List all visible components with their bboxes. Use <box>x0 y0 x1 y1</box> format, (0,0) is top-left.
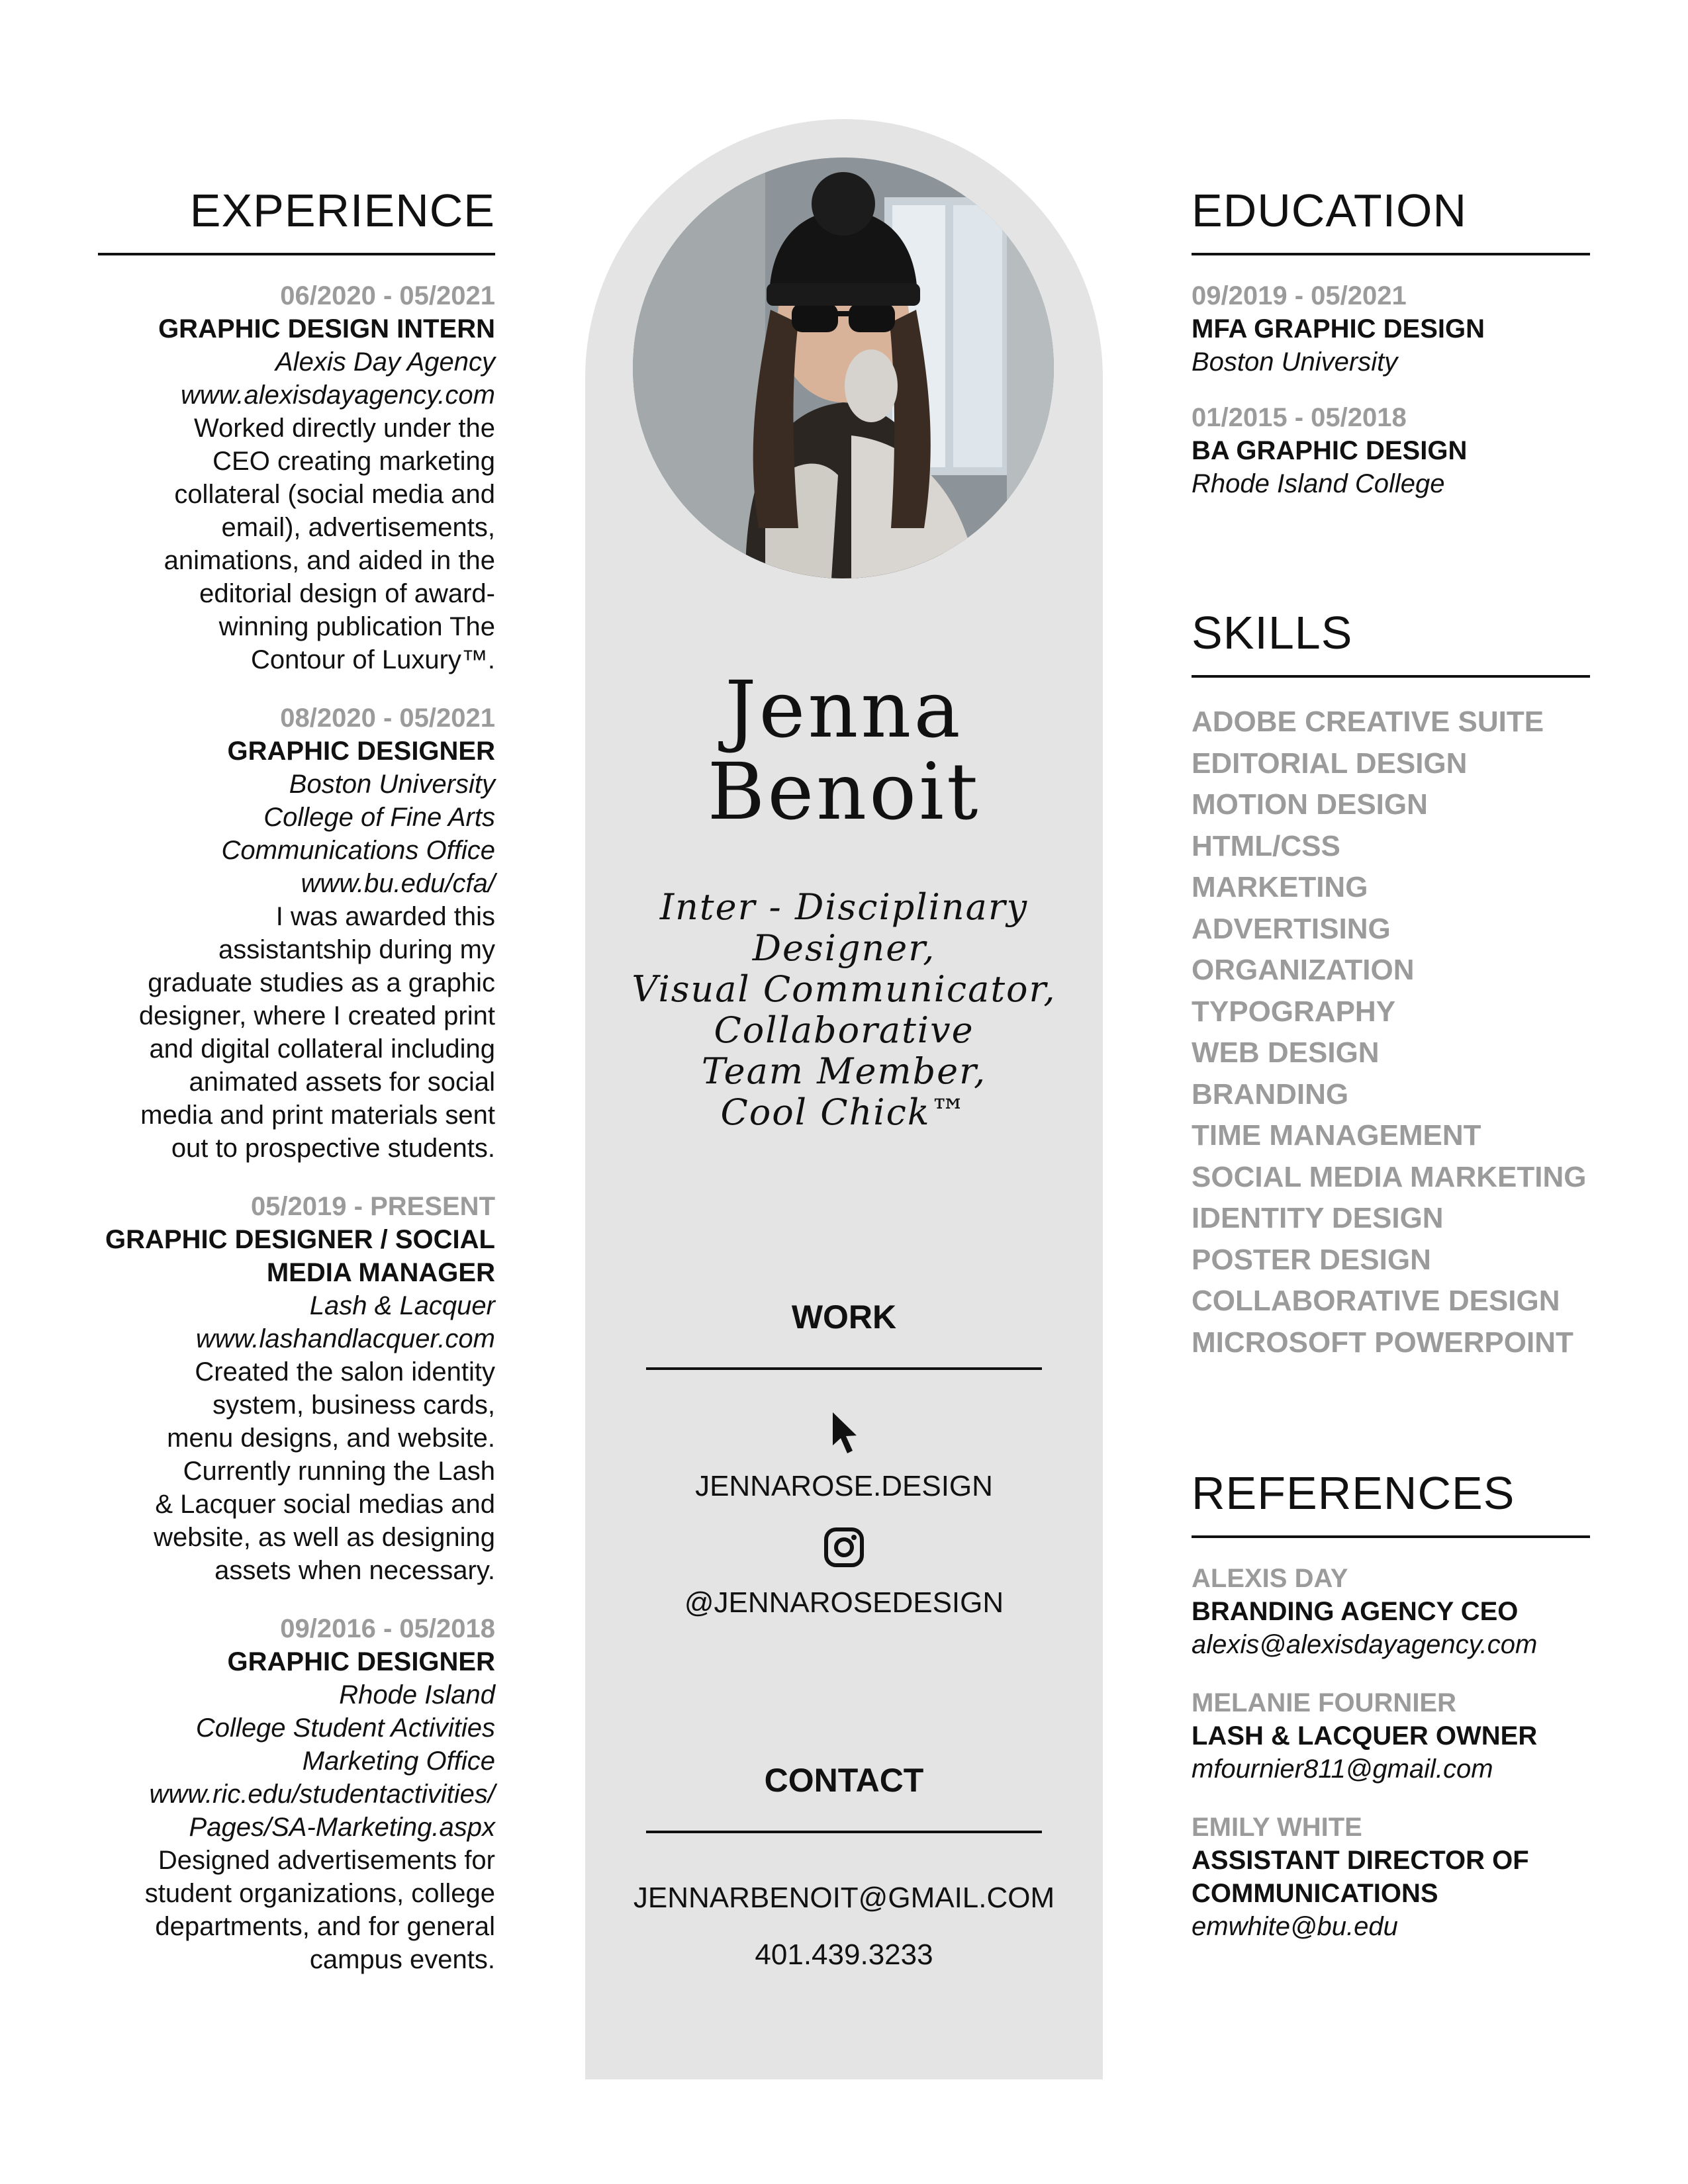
experience-org-line: College of Fine Arts <box>263 803 495 832</box>
experience-desc-line: email), advertisements, <box>221 513 495 542</box>
reference-title: COMMUNICATIONS <box>1192 1879 1438 1908</box>
experience-desc-line: media and print materials sent <box>140 1101 495 1130</box>
experience-divider <box>98 253 495 255</box>
experience-role: GRAPHIC DESIGNER <box>227 1647 495 1676</box>
experience-desc-line: menu designs, and website. <box>167 1424 495 1453</box>
experience-desc-line: animations, and aided in the <box>164 546 495 575</box>
tagline-line: Collaborative <box>714 1009 974 1051</box>
skill-item: ADVERTISING <box>1192 912 1391 945</box>
experience-desc-line: and digital collateral including <box>149 1034 495 1064</box>
experience-org-line: College Student Activities <box>195 1713 495 1743</box>
experience-desc-line: & Lacquer social medias and <box>155 1490 495 1519</box>
contact-email[interactable]: JENNARBENOIT@GMAIL.COM <box>633 1882 1055 1914</box>
references-divider <box>1192 1535 1590 1538</box>
experience-section <box>98 183 495 2001</box>
education-degree: BA GRAPHIC DESIGN <box>1192 436 1468 465</box>
experience-desc-line: Designed advertisements for <box>158 1846 495 1875</box>
reference-name: MELANIE FOURNIER <box>1192 1688 1456 1717</box>
experience-org-line: Lash & Lacquer <box>309 1291 495 1320</box>
experience-desc-line: editorial design of award- <box>199 579 495 608</box>
reference-name: EMILY WHITE <box>1192 1813 1362 1842</box>
experience-item <box>98 279 495 676</box>
skill-item: ADOBE CREATIVE SUITE <box>1192 705 1544 738</box>
reference-title: BRANDING AGENCY CEO <box>1192 1597 1519 1626</box>
experience-desc-line: Worked directly under the <box>193 414 495 443</box>
education-item <box>1192 401 1590 500</box>
portrait-photo <box>633 158 1054 578</box>
experience-desc-line: graduate studies as a graphic <box>148 968 495 997</box>
skill-item: MARKETING <box>1192 871 1368 903</box>
contact-phone[interactable]: 401.439.3233 <box>755 1938 933 1971</box>
skills-heading: SKILLS <box>1192 607 1353 659</box>
education-date: 01/2015 - 05/2018 <box>1192 403 1407 432</box>
tagline-line: Designer, <box>752 927 936 969</box>
skill-item: WEB DESIGN <box>1192 1036 1380 1069</box>
first-name: Jenna <box>725 664 963 755</box>
education-heading: EDUCATION <box>1192 185 1468 236</box>
reference-title: ASSISTANT DIRECTOR OF <box>1192 1846 1529 1875</box>
skill-item: BRANDING <box>1192 1077 1349 1111</box>
cursor-icon <box>830 1411 861 1457</box>
education-school: Boston University <box>1192 347 1398 377</box>
experience-desc-line: student organizations, college <box>144 1879 495 1908</box>
skill-item: HTML/CSS <box>1192 829 1340 862</box>
reference-item <box>1192 1686 1590 1786</box>
skill-item: SOCIAL MEDIA MARKETING <box>1192 1160 1587 1193</box>
skill-item: MICROSOFT POWERPOINT <box>1192 1326 1573 1359</box>
experience-desc-line: campus events. <box>309 1945 495 1974</box>
education-item <box>1192 279 1590 379</box>
reference-email[interactable]: mfournier811@gmail.com <box>1192 1754 1493 1784</box>
tagline-line: Team Member, <box>701 1050 987 1092</box>
contact-divider <box>646 1831 1042 1833</box>
references-heading: REFERENCES <box>1192 1467 1515 1519</box>
experience-desc-line: collateral (social media and <box>174 480 495 509</box>
references-section <box>1192 1465 1590 1968</box>
last-name: Benoit <box>707 746 981 837</box>
contact-heading: CONTACT <box>764 1762 924 1799</box>
experience-date: 08/2020 - 05/2021 <box>280 704 495 733</box>
skill-item: COLLABORATIVE DESIGN <box>1192 1285 1560 1317</box>
experience-desc-line: Currently running the Lash <box>183 1457 495 1486</box>
skills-section <box>1192 605 1590 1363</box>
experience-desc-line: Contour of Luxury™. <box>250 645 495 674</box>
skills-divider <box>1192 675 1590 678</box>
experience-org-line: Rhode Island <box>339 1680 495 1709</box>
experience-org-line: Communications Office <box>221 836 495 865</box>
candidate-name <box>585 664 1103 837</box>
experience-desc-line: Created the salon identity <box>195 1357 495 1387</box>
experience-desc-line: designer, where I created print <box>138 1001 495 1030</box>
experience-link[interactable]: www.bu.edu/cfa/ <box>301 869 495 898</box>
experience-org-line: Marketing Office <box>302 1747 495 1776</box>
skill-item: MOTION DESIGN <box>1192 788 1428 821</box>
experience-item <box>98 1190 495 1587</box>
experience-role: GRAPHIC DESIGNER <box>227 737 495 766</box>
experience-heading: EXPERIENCE <box>189 185 495 236</box>
tagline-line: Inter - Disciplinary <box>659 886 1029 928</box>
education-school: Rhode Island College <box>1192 469 1445 498</box>
experience-role: GRAPHIC DESIGN INTERN <box>158 314 495 343</box>
experience-date: 06/2020 - 05/2021 <box>280 281 495 310</box>
instagram-handle[interactable]: @JENNAROSEDESIGN <box>684 1586 1004 1619</box>
experience-link[interactable]: www.lashandlacquer.com <box>195 1324 495 1353</box>
experience-desc-line: animated assets for social <box>189 1068 495 1097</box>
reference-email[interactable]: alexis@alexisdayagency.com <box>1192 1630 1538 1659</box>
education-date: 09/2019 - 05/2021 <box>1192 281 1407 310</box>
experience-item <box>98 1612 495 1976</box>
experience-desc-line: website, as well as designing <box>154 1523 495 1552</box>
reference-item <box>1192 1811 1590 1943</box>
instagram-icon[interactable] <box>823 1526 865 1569</box>
experience-desc-line: I was awarded this <box>275 902 495 931</box>
experience-desc-line: assets when necessary. <box>214 1556 495 1585</box>
experience-desc-line: departments, and for general <box>155 1912 495 1941</box>
skill-item: EDITORIAL DESIGN <box>1192 747 1468 780</box>
experience-desc-line: CEO creating marketing <box>212 447 495 476</box>
skill-item: TYPOGRAPHY <box>1192 995 1396 1028</box>
website-link[interactable]: JENNAROSE.DESIGN <box>695 1470 993 1502</box>
work-divider <box>646 1367 1042 1370</box>
tagline-line: Cool Chick™ <box>720 1091 968 1133</box>
reference-name: ALEXIS DAY <box>1192 1564 1348 1593</box>
work-heading: WORK <box>791 1298 897 1336</box>
reference-item <box>1192 1562 1590 1661</box>
education-divider <box>1192 253 1590 255</box>
experience-date: 09/2016 - 05/2018 <box>280 1614 495 1643</box>
reference-title: LASH & LACQUER OWNER <box>1192 1721 1538 1751</box>
experience-org-line: Boston University <box>289 770 495 799</box>
experience-item <box>98 702 495 1165</box>
experience-desc-line: out to prospective students. <box>171 1134 495 1163</box>
experience-desc-line: system, business cards, <box>212 1390 495 1420</box>
experience-desc-line: winning publication The <box>218 612 495 641</box>
skill-item: IDENTITY DESIGN <box>1192 1202 1444 1234</box>
profile-panel <box>585 119 1103 2079</box>
experience-role: GRAPHIC DESIGNER / SOCIAL MEDIA MANAGER <box>105 1225 495 1287</box>
education-degree: MFA GRAPHIC DESIGN <box>1192 314 1485 343</box>
experience-desc-line: assistantship during my <box>218 935 495 964</box>
experience-org-line: Alexis Day Agency <box>275 347 495 377</box>
reference-email[interactable]: emwhite@bu.edu <box>1192 1912 1398 1941</box>
education-section <box>1192 183 1590 523</box>
experience-link[interactable]: www.alexisdayagency.com <box>180 381 495 410</box>
experience-link[interactable]: Pages/SA-Marketing.aspx <box>189 1813 495 1842</box>
skill-item: TIME MANAGEMENT <box>1192 1119 1481 1152</box>
skill-item: POSTER DESIGN <box>1192 1243 1431 1276</box>
tagline <box>585 887 1103 1133</box>
experience-date: 05/2019 - PRESENT <box>250 1192 495 1221</box>
experience-link[interactable]: www.ric.edu/studentactivities/ <box>149 1780 495 1809</box>
tagline-line: Visual Communicator, <box>632 968 1056 1010</box>
skill-item: ORGANIZATION <box>1192 954 1415 986</box>
